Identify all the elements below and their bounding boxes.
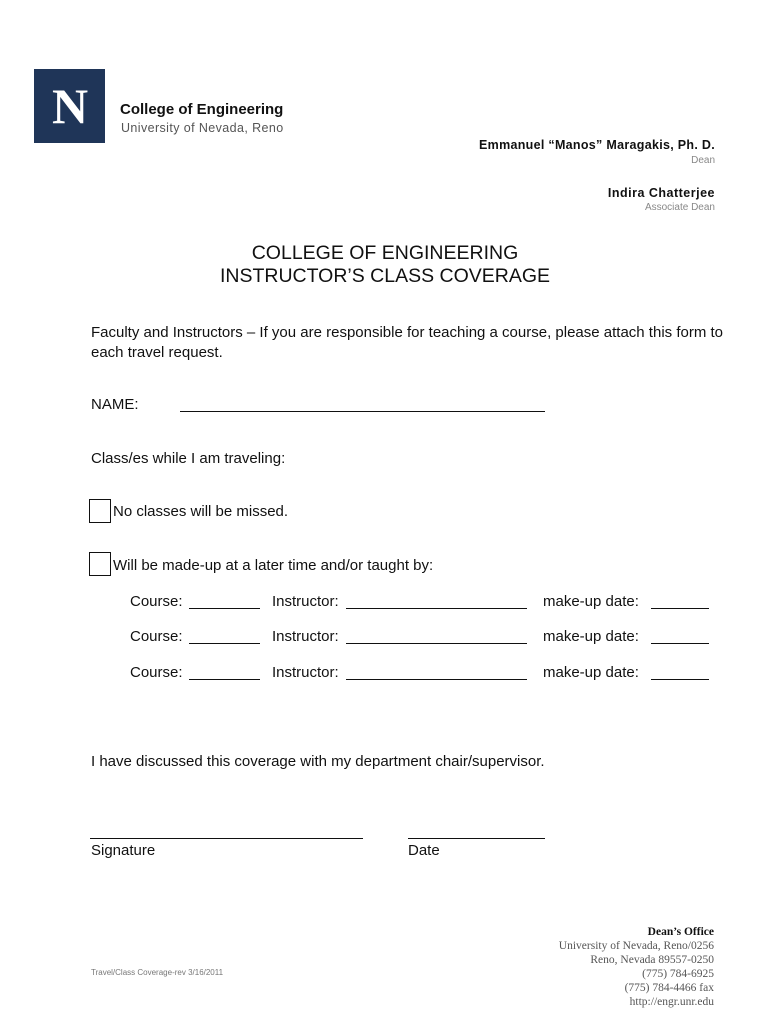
makeup-date-label: make-up date: bbox=[543, 593, 639, 610]
college-name: College of Engineering bbox=[120, 101, 284, 118]
made-up-checkbox[interactable] bbox=[89, 552, 111, 576]
date-label: Date bbox=[408, 842, 440, 859]
form-instructions: Faculty and Instructors – If you are responsible for teaching a course, please attach this form to each travel request. bbox=[91, 324, 723, 361]
no-classes-checkbox[interactable] bbox=[89, 499, 111, 523]
university-logo bbox=[34, 69, 105, 143]
no-classes-label: No classes will be missed. bbox=[113, 503, 289, 520]
makeup-date-label: make-up date: bbox=[543, 628, 639, 645]
course-label: Course: bbox=[130, 628, 183, 645]
course-label: Course: bbox=[130, 593, 183, 610]
course-label: Course: bbox=[130, 664, 183, 681]
name-field[interactable] bbox=[180, 411, 545, 412]
course-field[interactable] bbox=[189, 608, 260, 609]
made-up-label: Will be made-up at a later time and/or taught by: bbox=[113, 557, 434, 574]
signature-field[interactable] bbox=[90, 838, 363, 839]
course-field[interactable] bbox=[189, 643, 260, 644]
name-label: NAME: bbox=[91, 396, 139, 413]
instructor-label: Instructor: bbox=[272, 628, 339, 645]
office-fax: (775) 784-4466 fax bbox=[624, 982, 714, 994]
instructor-field[interactable] bbox=[346, 679, 527, 680]
form-title-line2: INSTRUCTOR’S CLASS COVERAGE bbox=[219, 265, 551, 287]
associate-dean-title: Associate Dean bbox=[644, 202, 715, 213]
instructor-label: Instructor: bbox=[272, 664, 339, 681]
form-title-line1: COLLEGE OF ENGINEERING bbox=[251, 242, 519, 264]
instructor-field[interactable] bbox=[346, 643, 527, 644]
instructor-field[interactable] bbox=[346, 608, 527, 609]
office-address-line: Reno, Nevada 89557-0250 bbox=[590, 954, 714, 966]
office-website: http://engr.unr.edu bbox=[629, 996, 714, 1008]
makeup-date-field[interactable] bbox=[651, 608, 709, 609]
instructor-label: Instructor: bbox=[272, 593, 339, 610]
course-field[interactable] bbox=[189, 679, 260, 680]
office-phone: (775) 784-6925 bbox=[642, 968, 714, 980]
signature-label: Signature bbox=[91, 842, 156, 859]
logo-letter: N bbox=[51, 78, 88, 134]
office-address-line: University of Nevada, Reno/0256 bbox=[558, 940, 714, 952]
makeup-date-label: make-up date: bbox=[543, 664, 639, 681]
date-field[interactable] bbox=[408, 838, 545, 839]
university-name: University of Nevada, Reno bbox=[121, 121, 284, 135]
makeup-date-field[interactable] bbox=[651, 643, 709, 644]
dean-name: Emmanuel “Manos” Maragakis, Ph. D. bbox=[479, 138, 715, 152]
associate-dean-name: Indira Chatterjee bbox=[607, 186, 715, 200]
revision-note: Travel/Class Coverage-rev 3/16/2011 bbox=[91, 968, 224, 977]
office-title: Dean’s Office bbox=[647, 926, 714, 938]
dean-title: Dean bbox=[691, 155, 715, 166]
agreement-statement: I have discussed this coverage with my department chair/supervisor. bbox=[91, 753, 545, 770]
classes-label: Class/es while I am traveling: bbox=[91, 450, 286, 467]
makeup-date-field[interactable] bbox=[651, 679, 709, 680]
